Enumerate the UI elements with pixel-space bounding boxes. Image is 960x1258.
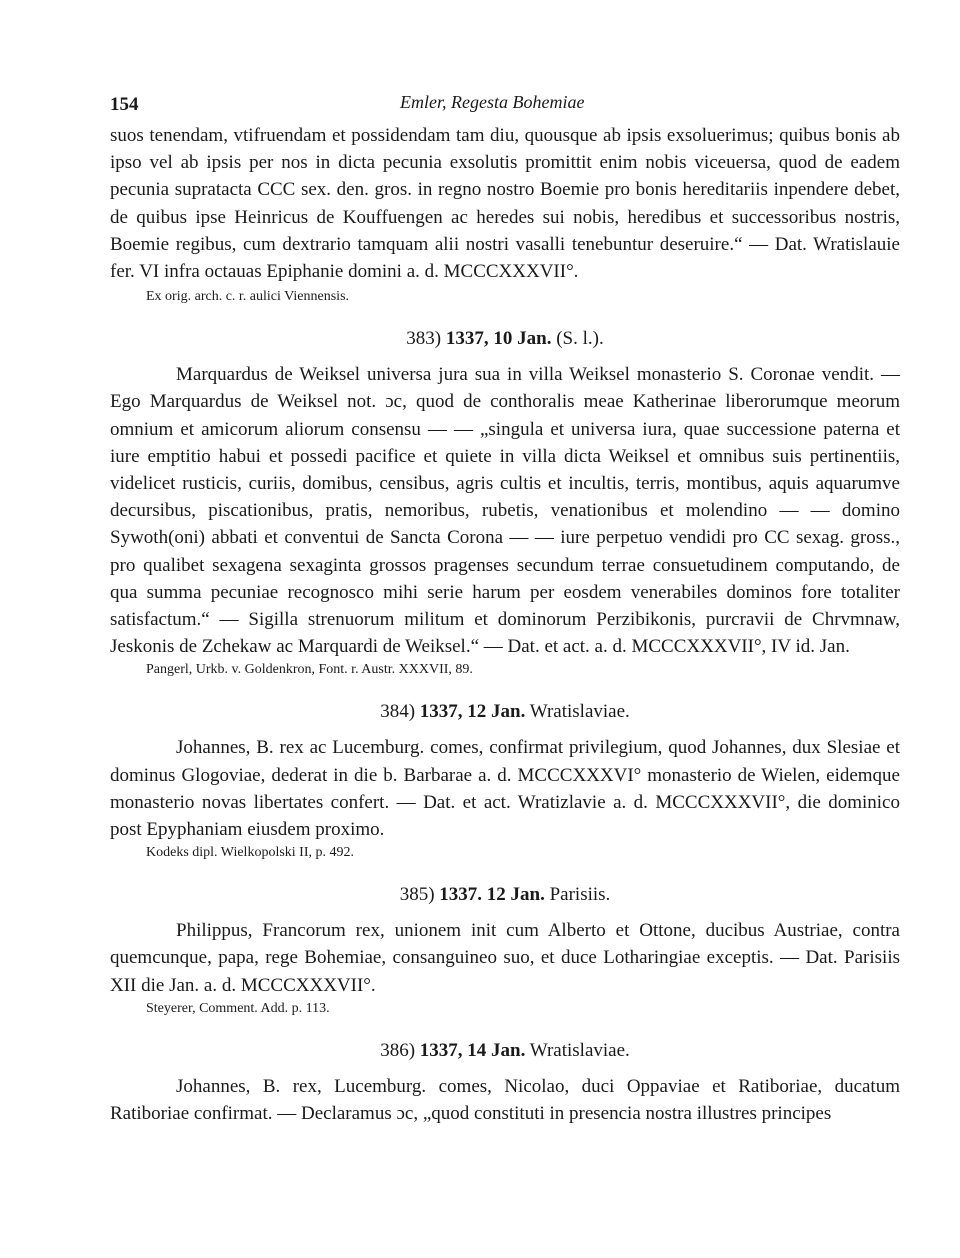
entry-date: 1337. 12 Jan. [439, 884, 545, 906]
entry-386-heading [110, 1037, 900, 1065]
entry-383-source: Pangerl, Urkb. v. Goldenkron, Font. r. Austr. XXXVII, 89. [146, 662, 473, 678]
entry-place: Wratislaviae. [529, 1039, 630, 1061]
entry-384-source: Kodeks dipl. Wielkopolski II, p. 492. [146, 845, 354, 861]
entry-386-text: Johannes, B. rex, Lucemburg. comes, Nicolao, duci Oppaviae et Ratiboriae, ducatum Ratiboriae confirmat. — Declaramus ɔc, „quod constituti in presencia nostra illustres principes [110, 1075, 900, 1125]
entry-date: 1337, 14 Jan. [419, 1039, 526, 1061]
entry-place: Parisiis. [549, 884, 611, 906]
entry-384-heading [110, 698, 900, 726]
entry-384-text: Johannes, B. rex ac Lucemburg. comes, confirmat privilegium, quod Johannes, dux Slesiae et dominus Glogoviae, dederat in die b. Barbarae a. d. MCCCXXXVI° monasterio de Wielen, eidemque monasterio novas libertates confert. — Dat. et act. Wratizlavie a. d. MCCCXXXVII°, die dominico post Epyphaniam eiusdem proximo. [110, 737, 900, 841]
entry-385-text: Philippus, Francorum rex, unionem init cum Alberto et Ottone, ducibus Austriae, contra quemcunque, papa, rege Bohemiae, consanguineo suo, et duce Lotharingiae exceptis. — Dat. Parisiis XII die Jan. a. d. MCCCXXXVII°. [110, 920, 900, 996]
entry-number: 383) [406, 328, 442, 350]
running-header [110, 88, 900, 120]
entry-date: 1337, 10 Jan. [445, 328, 552, 350]
continuation-source: Ex orig. arch. c. r. aulici Viennensis. [146, 289, 350, 305]
entry-385-source: Steyerer, Comment. Add. p. 113. [146, 1000, 330, 1016]
entry-place: (S. l.). [556, 328, 604, 350]
entry-place: Wratislaviae. [529, 701, 630, 723]
entry-number: 384) [380, 701, 416, 723]
entry-385-heading [110, 881, 900, 909]
entry-number: 386) [380, 1039, 416, 1061]
page [110, 88, 900, 1127]
entry-number: 385) [399, 884, 435, 906]
entry-date: 1337, 12 Jan. [419, 701, 526, 723]
entry-383-text: Marquardus de Weiksel universa jura sua in villa Weiksel monasterio S. Coronae vendit. — Ego Marquardus de Weiksel not. ɔc, quod de conthoralis meae Katherinae liberorumque meorum omnium et amicorum aliorum consensu — — „singula et universa iura, quae successione paterna et iure emptitio habui et possedi pacifice et quiete in villa dicta Weiksel et omnibus suis pertinentiis, videlicet rusticis, curiis, domibus, censibus, agris cultis et incultis, terris, montibus, aquis aquarumve decursibus, piscationibus, pratis, nemoribus, rubetis, venationibus et molendino — — domino Sywoth(oni) abbati et conventui de Sancta Corona — — iure perpetuo vendidi pro CC sexag. gross., pro qualibet sexagena sexaginta grossos pragenses secundum terrae consuetudinem computando, de qua summa pecuniae recognosco mihi serie harum per eosdem venerabiles dominos fore totaliter satisfactum.“ — Sigilla strenuorum militum et dominorum Perzibikonis, purcravii de Chrvmnaw, Jeskonis de Zchekaw ac Marquardi de Weiksel.“ — Dat. et act. a. d. MCCCXXXVII°, IV id. Jan. [110, 364, 900, 658]
entry-383-heading [110, 325, 900, 353]
continuation-text: suos tenendam, vtifruendam et possidendam tam diu, quousque ab ipsis exsoluerimus; quibus bonis ab ipso vel ab ipsis per nos in dicta pecunia exsolutis promittit enim nobis viceuersa, quod de eadem pecunia supratacta CCC sex. den. gros. in regno nostro Boemie pro bonis hereditariis inpendere debet, de quibus ipse Heinricus de Kouffuengen ac heredes sui nobis, heredibus et successoribus nostris, Boemie regibus, cum dextrario tamquam alii nostri vasalli tenebuntur deseruire.“ — Dat. Wratislauie fer. VI infra octauas Epiphanie domini a. d. MCCCXXXVII°. [110, 125, 900, 283]
page-number: 154 [110, 94, 139, 115]
running-title: Emler, Regesta Bohemiae [400, 92, 585, 112]
